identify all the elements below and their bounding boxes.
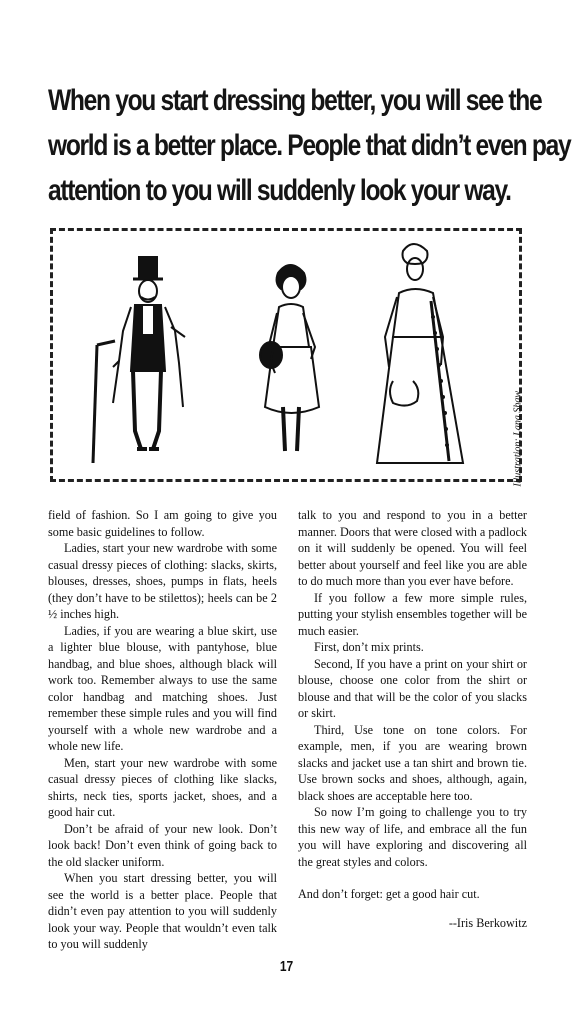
woman-dress-figure	[377, 244, 463, 463]
pull-quote-line: attention to you will suddenly look your way.	[48, 174, 511, 207]
paragraph: When you start dressing better, you will see the world is a better place. People that didn’t even pay attention to you will suddenly look your way. People that wouldn’t even talk to you will suddenly	[48, 871, 277, 951]
paragraph: Ladies, start your new wardrobe with some casual dressy pieces of clothing: slacks, skirts, blouses, dresses, shoes, pumps in flats, heels (they don’t have to be stilettos); heels can be 2 ½ inches high.	[48, 541, 277, 621]
closing-line: And don’t forget: get a good hair cut.	[298, 887, 480, 901]
gentleman-figure	[93, 257, 185, 463]
article-column-left	[48, 507, 277, 953]
pull-quote-line: world is a better place. People that didn’t even pay	[48, 129, 571, 162]
page-number: 17	[279, 958, 294, 975]
paragraph: talk to you and respond to you in a better manner. Doors that were closed with a padlock on it will suddenly be opened. You will feel better about yourself and feel like you are able to do much more than you ever have before.	[298, 508, 527, 588]
article-column-right	[298, 507, 527, 931]
fashion-illustration	[53, 231, 519, 479]
paragraph: Third, Use tone on tone colors. For example, men, if you are wearing brown slacks and jacket use a tan shirt and brown tie. Use brown socks and shoes, although, again, black shoes are acceptable here too.	[298, 722, 527, 803]
paragraph: Don’t be afraid of your new look. Don’t look back! Don’t even think of going back to the old slacker uniform.	[48, 821, 277, 869]
paragraph: Ladies, if you are wearing a blue skirt, use a lighter blue blouse, with pantyhose, blue handbag, and blue shoes, although black will work too. Remember always to use the same color handbag and matching shoes. Just remember these simple rules and you will find yourself with a whole new wardrobe and a whole new life.	[48, 623, 277, 753]
illustration-frame	[50, 228, 524, 487]
paragraph: Second, If you have a print on your shirt or blouse, choose one color from the shirt or blouse and that will be the color of you slacks or skirt.	[298, 656, 527, 720]
paragraph: Men, start your new wardrobe with some casual dressy pieces of clothing like slacks, shirts, neck ties, sports jacket, shoes, and a good hair cut.	[48, 755, 277, 819]
paragraph: So now I’m going to challenge you to try this new way of life, and embrace all the fun you will have exploring and discovering all the great styles and colors.	[298, 805, 527, 869]
paragraph: If you follow a few more simple rules, putting your stylish ensembles together will be much easier.	[298, 590, 527, 638]
illustration-credit: Illustration: Lana Shaw	[513, 391, 524, 487]
author-signature: --Iris Berkowitz	[448, 915, 527, 930]
pull-quote-line: When you start dressing better, you will see the	[48, 84, 542, 117]
paragraph: field of fashion. So I am going to give you some basic guidelines to follow.	[48, 508, 277, 539]
woman-blouse-figure	[260, 265, 319, 451]
pull-quote	[48, 78, 571, 213]
paragraph: First, don’t mix prints.	[314, 640, 424, 654]
